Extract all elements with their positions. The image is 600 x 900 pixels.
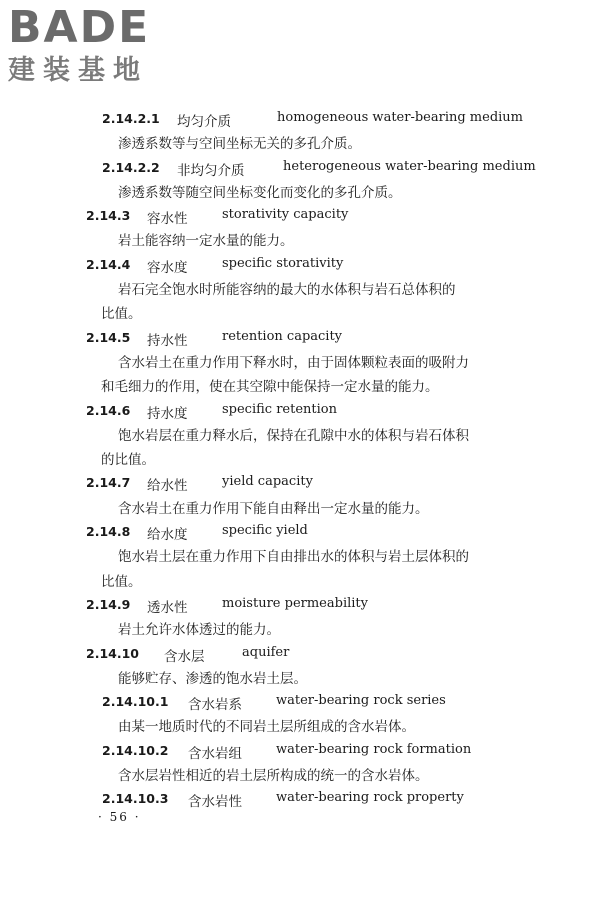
glossary-entry	[0, 691, 600, 740]
term-heading	[0, 327, 600, 351]
term-chinese: 均匀介质	[177, 114, 231, 130]
definition-text: 比值。	[101, 573, 142, 590]
definition-text: 岩石完全饱水时所能容纳的最大的水体积与岩石总体积的	[118, 282, 456, 299]
definition-text: 比值。	[101, 306, 142, 323]
term-number: 2.14.8	[86, 524, 131, 540]
term-chinese: 容水度	[147, 259, 188, 276]
term-definition	[0, 229, 600, 253]
logo-wordmark: BADE	[8, 2, 151, 53]
term-heading	[0, 254, 600, 278]
term-english: moisture permeability	[222, 595, 368, 611]
term-heading	[0, 521, 600, 545]
term-english: aquifer	[242, 644, 290, 660]
term-definition	[0, 132, 600, 156]
glossary-entry	[0, 788, 600, 812]
page-number: · 56 ·	[98, 810, 141, 824]
term-english: specific retention	[222, 401, 337, 417]
term-definition-continued	[0, 448, 600, 472]
definition-text: 渗透系数等随空间坐标变化而变化的多孔介质。	[118, 184, 402, 201]
definition-text: 和毛细力的作用，使在其空隙中能保持一定水量的能力。	[101, 379, 439, 396]
glossary-entry	[0, 594, 600, 643]
term-heading	[0, 157, 600, 181]
definition-text: 渗透系数等与空间坐标无关的多孔介质。	[118, 136, 361, 153]
term-number: 2.14.7	[86, 475, 131, 491]
term-definition	[0, 764, 600, 788]
term-heading	[0, 205, 600, 229]
glossary-entry	[0, 521, 600, 594]
definition-text: 岩土允许水体透过的能力。	[118, 622, 280, 639]
logo-subtitle: 建装基地	[8, 55, 148, 86]
glossary-entry	[0, 643, 600, 692]
glossary-entry	[0, 400, 600, 473]
glossary-entry	[0, 740, 600, 789]
term-heading	[0, 643, 600, 667]
term-number: 2.14.2.1	[102, 111, 160, 126]
term-heading	[0, 594, 600, 618]
glossary-entry	[0, 205, 600, 254]
term-definition-continued	[0, 375, 600, 399]
term-heading	[0, 740, 600, 764]
term-definition	[0, 351, 600, 375]
glossary-entry	[0, 472, 600, 521]
term-definition	[0, 667, 600, 691]
term-number: 2.14.2.2	[102, 159, 160, 175]
definition-text: 含水层岩性相近的岩土层所构成的统一的含水岩体。	[118, 768, 429, 785]
glossary-entry	[0, 327, 600, 400]
term-english: specific yield	[222, 523, 308, 539]
term-chinese: 含水岩性	[188, 794, 242, 811]
term-heading	[0, 108, 600, 132]
term-chinese: 持水度	[147, 405, 188, 422]
definition-text: 含水岩土在重力作用下能自由释出一定水量的能力。	[118, 500, 429, 517]
logo	[8, 2, 178, 96]
definition-text: 能够贮存、渗透的饱水岩土层。	[118, 670, 307, 687]
glossary-entry	[0, 254, 600, 327]
term-chinese: 透水性	[147, 599, 188, 616]
term-english: water-bearing rock series	[276, 693, 446, 709]
term-definition-continued	[0, 302, 600, 326]
term-chinese: 给水性	[147, 478, 188, 495]
term-english: storativity capacity	[222, 207, 349, 223]
term-heading	[0, 400, 600, 424]
definition-text: 含水岩土在重力作用下释水时，由于固体颗粒表面的吸附力	[118, 354, 469, 371]
term-definition	[0, 545, 600, 569]
term-english: heterogeneous water-bearing medium	[283, 158, 536, 174]
term-chinese: 给水度	[147, 527, 188, 544]
term-heading	[0, 788, 600, 812]
term-english: yield capacity	[222, 474, 313, 490]
term-chinese: 容水性	[147, 211, 188, 228]
term-definition	[0, 497, 600, 521]
term-number: 2.14.4	[86, 256, 131, 272]
term-number: 2.14.10.2	[102, 742, 169, 758]
definition-text: 岩土能容纳一定水量的能力。	[118, 233, 294, 250]
term-chinese: 含水岩系	[188, 697, 242, 714]
glossary-entry	[0, 157, 600, 206]
term-number: 2.14.5	[86, 329, 131, 345]
definition-text: 饱水岩土层在重力作用下自由排出水的体积与岩土层体积的	[118, 549, 469, 566]
term-english: retention capacity	[222, 328, 343, 344]
term-heading	[0, 472, 600, 496]
term-definition	[0, 618, 600, 642]
definition-text: 饱水岩层在重力释水后，保持在孔隙中水的体积与岩石体积	[118, 427, 469, 444]
term-definition	[0, 181, 600, 205]
term-number: 2.14.6	[86, 402, 131, 418]
term-number: 2.14.9	[86, 596, 131, 612]
term-number: 2.14.10.1	[102, 694, 169, 710]
term-definition	[0, 278, 600, 302]
definition-text: 由某一地质时代的不同岩土层所组成的含水岩体。	[118, 719, 415, 736]
term-chinese: 非均匀介质	[177, 162, 245, 179]
term-number: 2.14.3	[86, 208, 131, 224]
term-chinese: 持水性	[147, 332, 188, 349]
term-english: water-bearing rock property	[276, 790, 464, 806]
term-number: 2.14.10.3	[102, 791, 169, 807]
term-heading	[0, 691, 600, 715]
term-english: homogeneous water-bearing medium	[277, 110, 524, 125]
term-chinese: 含水层	[164, 648, 205, 665]
term-definition	[0, 715, 600, 739]
term-definition	[0, 424, 600, 448]
glossary-body	[0, 108, 600, 813]
term-number: 2.14.10	[86, 645, 139, 661]
glossary-entry	[0, 108, 600, 157]
definition-text: 的比值。	[101, 452, 155, 469]
term-definition-continued	[0, 570, 600, 594]
term-chinese: 含水岩组	[188, 745, 242, 762]
term-english: specific storativity	[222, 255, 344, 271]
term-english: water-bearing rock formation	[276, 741, 472, 757]
